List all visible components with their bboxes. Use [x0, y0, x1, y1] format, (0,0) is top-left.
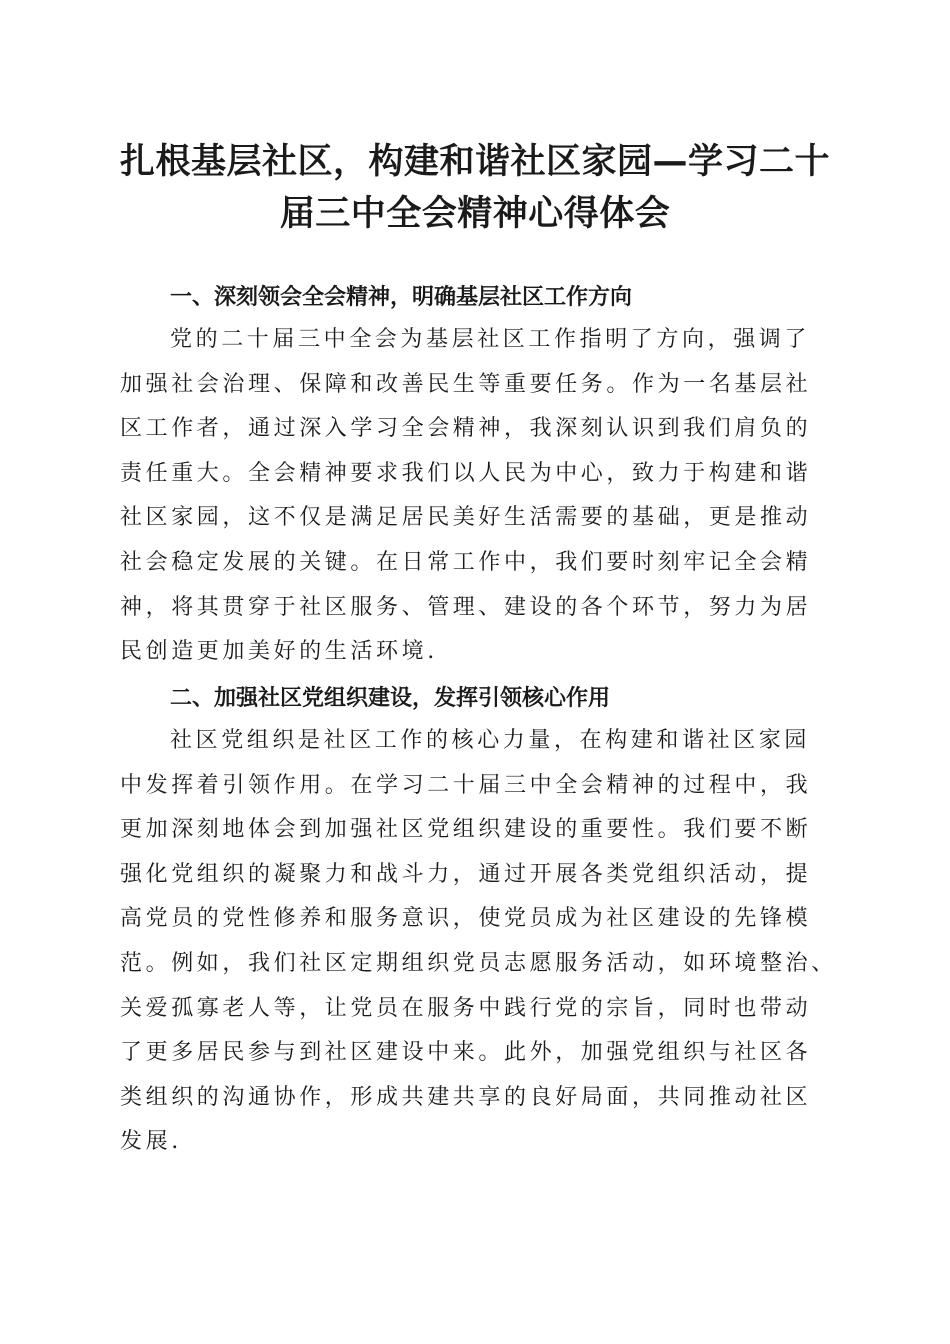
- section-2-paragraph: [120, 719, 837, 1165]
- paragraph-line: 加强社会治理、保障和改善民生等重要任务。作为一名基层社: [120, 371, 812, 397]
- paragraph-line: 类组织的沟通协作，形成共建共享的良好局面，共同推动社区: [120, 1084, 812, 1110]
- section-1-paragraph: [120, 318, 832, 675]
- section-2-heading: 二、加强社区党组织建设，发挥引领核心作用: [170, 686, 611, 711]
- paragraph-line: 社区党组织是社区工作的核心力量，在构建和谐社区家园: [170, 728, 811, 753]
- paragraph-line: 关爱孤寡老人等，让党员在服务中践行党的宗旨，同时也带动: [120, 995, 812, 1021]
- document-title: [100, 136, 850, 240]
- section-1: [120, 278, 832, 675]
- paragraph-line: 更加深刻地体会到加强社区党组织建设的重要性。我们要不断: [120, 817, 812, 843]
- paragraph-line: 范。例如，我们社区定期组织党员志愿服务活动，如环境整治、: [120, 950, 837, 976]
- paragraph-line: 社区家园，这不仅是满足居民美好生活需要的基础，更是推动: [120, 505, 812, 531]
- paragraph-line: 党的二十届三中全会为基层社区工作指明了方向，强调了: [170, 327, 811, 352]
- paragraph-line: 区工作者，通过深入学习全会精神，我深刻认识到我们肩负的: [120, 416, 812, 442]
- paragraph-line: 社会稳定发展的关键。在日常工作中，我们要时刻牢记全会精: [120, 549, 812, 575]
- paragraph-line: 中发挥着引领作用。在学习二十届三中全会精神的过程中，我: [120, 772, 812, 798]
- paragraph-line: 发展.: [120, 1129, 182, 1155]
- paragraph-line: 强化党组织的凝聚力和战斗力，通过开展各类党组织活动，提: [120, 861, 812, 887]
- section-1-heading: 一、深刻领会全会精神，明确基层社区工作方向: [170, 285, 633, 310]
- paragraph-line: 高党员的党性修养和服务意识，使党员成为社区建设的先锋模: [120, 906, 812, 932]
- paragraph-line: 神，将其贯穿于社区服务、管理、建设的各个环节，努力为居: [120, 594, 812, 620]
- paragraph-line: 民创造更加美好的生活环境.: [120, 639, 438, 665]
- title-line: 扎根基层社区，构建和谐社区家园—学习二十: [119, 142, 830, 182]
- section-2: [120, 679, 837, 1165]
- paragraph-line: 了更多居民参与到社区建设中来。此外，加强党组织与社区各: [120, 1040, 812, 1066]
- paragraph-line: 责任重大。全会精神要求我们以人民为中心，致力于构建和谐: [120, 460, 812, 486]
- title-line: 届三中全会精神心得体会: [279, 194, 671, 234]
